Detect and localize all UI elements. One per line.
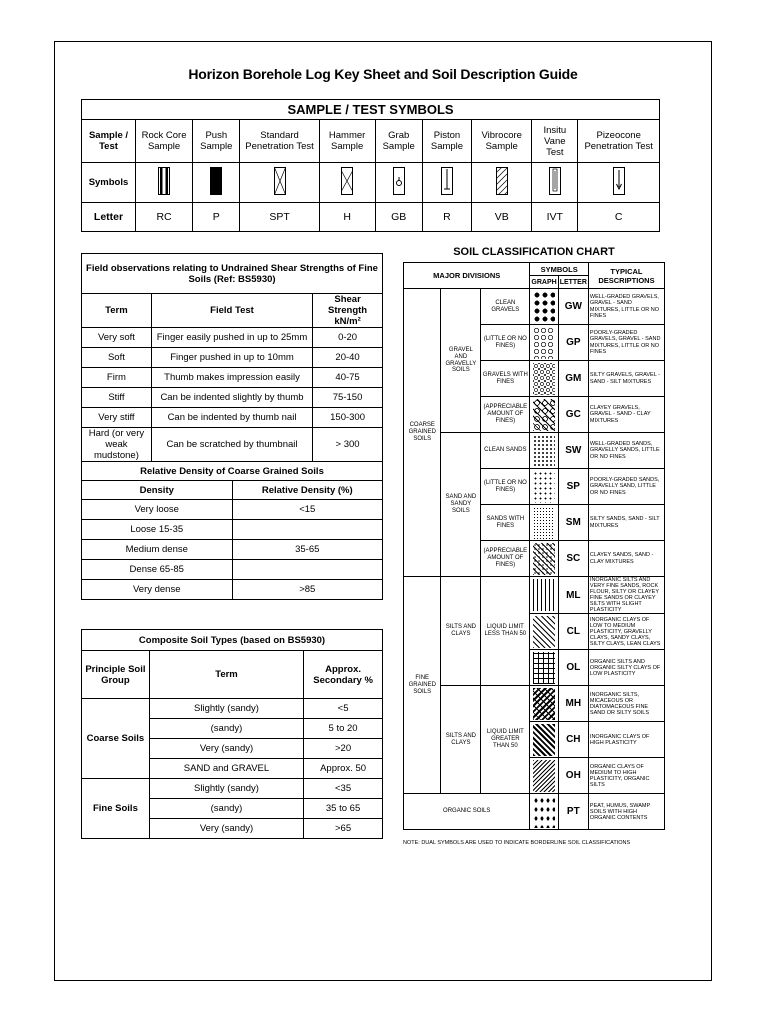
oh-description: ORGANIC CLAYS OF MEDIUM TO HIGH PLASTICITY, ORGANIC SILTS: [588, 758, 664, 794]
row-label-type: Sample / Test: [82, 120, 136, 163]
col-grab: Grab Sample: [375, 120, 422, 163]
table-row: [82, 408, 383, 428]
gm-graph-pattern: [530, 361, 558, 397]
appreciable-fines-label: (APPRECIABLE AMOUNT OF FINES): [481, 541, 530, 577]
pct-cell: <35: [304, 779, 383, 799]
term-cell: SAND and GRAVEL: [149, 759, 303, 779]
table-row: [82, 500, 383, 520]
silts-clays-low-label: SILTS AND CLAYS: [441, 577, 481, 686]
cl-graph-pattern: [530, 614, 558, 650]
grab-icon: [375, 163, 422, 203]
liquid-limit-less-label: LIQUID LIMIT LESS THAN 50: [481, 577, 530, 686]
term-cell: Very (sandy): [149, 819, 303, 839]
letter-vb: VB: [472, 203, 532, 232]
table-row: [82, 368, 383, 388]
organic-soils-label: ORGANIC SOILS: [404, 794, 530, 830]
letter-h: H: [319, 203, 375, 232]
density-heading: Relative Density of Coarse Grained Soils: [82, 462, 383, 481]
field-observations-table: [81, 253, 383, 600]
gw-description: WELL-GRADED GRAVELS, GRAVEL - SAND MIXTURES, LITTLE OR NO FINES: [588, 289, 664, 325]
silts-clays-high-label: SILTS AND CLAYS: [441, 686, 481, 794]
col-pizeocone: Pizeocone Penetration Test: [578, 120, 660, 163]
letter-p: P: [193, 203, 240, 232]
strength-cell: 20-40: [313, 348, 383, 368]
piston-icon: [422, 163, 471, 203]
oh-graph-pattern: [530, 758, 558, 794]
col-rock-core: Rock Core Sample: [136, 120, 193, 163]
ch-letter: CH: [558, 722, 588, 758]
col-push: Push Sample: [193, 120, 240, 163]
gravels-fines-label: GRAVELS WITH FINES: [481, 361, 530, 397]
gp-letter: GP: [558, 325, 588, 361]
mh-description: INORGANIC SILTS, MICACEOUS OR DIATOMACEOUS FINE SAND OR SILTY SOILS: [588, 686, 664, 722]
pct-cell: 5 to 20: [304, 719, 383, 739]
clean-sands-label: CLEAN SANDS: [481, 433, 530, 469]
sample-test-heading: SAMPLE / TEST SYMBOLS: [82, 100, 660, 120]
col-symbols: SYMBOLS: [530, 263, 589, 276]
pct-cell: <5: [304, 699, 383, 719]
letter-r: R: [422, 203, 471, 232]
key-sheet-page: [54, 41, 712, 981]
vibrocore-hatched-icon: [472, 163, 532, 203]
test-cell: Can be indented by thumb nail: [151, 408, 312, 428]
sands-fines-label: SANDS WITH FINES: [481, 505, 530, 541]
test-cell: Thumb makes impression easily: [151, 368, 312, 388]
gw-graph-pattern: [530, 289, 558, 325]
cone-arrow-icon: [578, 163, 660, 203]
group-fine-soils: Fine Soils: [82, 779, 150, 839]
term-cell: Soft: [82, 348, 152, 368]
gm-letter: GM: [558, 361, 588, 397]
term-cell: (sandy): [149, 799, 303, 819]
col-relative-density: Relative Density (%): [232, 481, 383, 500]
test-cell: Finger pushed in up to 10mm: [151, 348, 312, 368]
col-shear-strength: Shear Strength kN/m²: [313, 294, 383, 328]
term-cell: Firm: [82, 368, 152, 388]
pct-cell: 35 to 65: [304, 799, 383, 819]
table-row: [82, 560, 383, 580]
sw-description: WELL-GRADED SANDS, GRAVELLY SANDS, LITTLE OR NO FINES: [588, 433, 664, 469]
gp-graph-pattern: [530, 325, 558, 361]
col-insitu-vane: Insitu Vane Test: [532, 120, 578, 163]
col-density: Density: [82, 481, 233, 500]
term-cell: Stiff: [82, 388, 152, 408]
cl-letter: CL: [558, 614, 588, 650]
col-typical-descriptions: TYPICAL DESCRIPTIONS: [588, 263, 664, 289]
col-spt: Standard Penetration Test: [240, 120, 319, 163]
table-row: [82, 348, 383, 368]
col-term: Term: [149, 651, 303, 699]
sc-graph-pattern: [530, 541, 558, 577]
sc-letter: SC: [558, 541, 588, 577]
density-cell: Very dense: [82, 580, 233, 600]
composite-soil-table: [81, 629, 383, 839]
little-fines-label: (LITTLE OR NO FINES): [481, 469, 530, 505]
soil-chart-title: SOIL CLASSIFICATION CHART: [453, 246, 615, 258]
appreciable-fines-label: (APPRECIABLE AMOUNT OF FINES): [481, 397, 530, 433]
mh-graph-pattern: [530, 686, 558, 722]
group-coarse-soils: Coarse Soils: [82, 699, 150, 779]
table-row: [82, 699, 383, 719]
letter-ivt: IVT: [532, 203, 578, 232]
col-field-test: Field Test: [151, 294, 312, 328]
dual-symbols-note: NOTE: DUAL SYMBOLS ARE USED TO INDICATE BORDERLINE SOIL CLASSIFICATIONS: [403, 840, 631, 846]
col-approx-secondary: Approx. Secondary %: [304, 651, 383, 699]
sample-test-table: [81, 99, 660, 232]
sm-description: SILTY SANDS, SAND - SILT MIXTURES: [588, 505, 664, 541]
sc-description: CLAYEY SANDS, SAND - CLAY MIXTURES: [588, 541, 664, 577]
little-fines-label: (LITTLE OR NO FINES): [481, 325, 530, 361]
gc-description: CLAYEY GRAVELS, GRAVEL - SAND - CLAY MIXTURES: [588, 397, 664, 433]
pt-letter: PT: [558, 794, 588, 830]
field-obs-heading: Field observations relating to Undrained Shear Strengths of Fine Soils (Ref: BS5930): [82, 254, 383, 294]
cl-description: INORGANIC CLAYS OF LOW TO MEDIUM PLASTICITY, GRAVELLY CLAYS, SANDY CLAYS, SILTY CLAYS, LEAN CLAYS: [588, 614, 664, 650]
rel-cell: [232, 560, 383, 580]
table-row: [82, 520, 383, 540]
table-row: [82, 388, 383, 408]
letter-rc: RC: [136, 203, 193, 232]
term-cell: Slightly (sandy): [149, 699, 303, 719]
table-row: [82, 540, 383, 560]
col-piston: Piston Sample: [422, 120, 471, 163]
col-letter: LETTER: [558, 276, 588, 289]
pct-cell: >20: [304, 739, 383, 759]
letter-gb: GB: [375, 203, 422, 232]
row-label-letter: Letter: [82, 203, 136, 232]
gw-letter: GW: [558, 289, 588, 325]
table-row: [82, 328, 383, 348]
strength-cell: 40-75: [313, 368, 383, 388]
spt-cross-icon: [240, 163, 319, 203]
ol-graph-pattern: [530, 650, 558, 686]
gc-graph-pattern: [530, 397, 558, 433]
test-cell: Can be scratched by thumbnail: [151, 428, 312, 462]
sm-graph-pattern: [530, 505, 558, 541]
term-cell: Very stiff: [82, 408, 152, 428]
clean-gravels-label: CLEAN GRAVELS: [481, 289, 530, 325]
sand-label: SAND AND SANDY SOILS: [441, 433, 481, 577]
composite-heading: Composite Soil Types (based on BS5930): [82, 630, 383, 651]
term-cell: (sandy): [149, 719, 303, 739]
letter-c: C: [578, 203, 660, 232]
page-title: Horizon Borehole Log Key Sheet and Soil Description Guide: [188, 66, 578, 82]
ml-graph-pattern: [530, 577, 558, 614]
table-row: [82, 580, 383, 600]
rc-double-bar-icon: [136, 163, 193, 203]
strength-cell: 75-150: [313, 388, 383, 408]
col-principle-group: Principle Soil Group: [82, 651, 150, 699]
sp-description: POORLY-GRADED SANDS, GRAVELLY SAND, LITTLE OR NO FINES: [588, 469, 664, 505]
density-cell: Medium dense: [82, 540, 233, 560]
liquid-limit-greater-label: LIQUID LIMIT GREATER THAN 50: [481, 686, 530, 794]
pct-cell: Approx. 50: [304, 759, 383, 779]
sw-letter: SW: [558, 433, 588, 469]
strength-cell: > 300: [313, 428, 383, 462]
ml-letter: ML: [558, 577, 588, 614]
strength-cell: 150-300: [313, 408, 383, 428]
row-label-symbols: Symbols: [82, 163, 136, 203]
push-filled-bar-icon: [193, 163, 240, 203]
vane-icon: [532, 163, 578, 203]
ch-graph-pattern: [530, 722, 558, 758]
col-term: Term: [82, 294, 152, 328]
rel-cell: >85: [232, 580, 383, 600]
sw-graph-pattern: [530, 433, 558, 469]
sp-graph-pattern: [530, 469, 558, 505]
gp-description: POORLY-GRADED GRAVELS, GRAVEL - SAND MIXTURES, LITTLE OR NO FINES: [588, 325, 664, 361]
density-cell: Loose 15-35: [82, 520, 233, 540]
table-row: [82, 779, 383, 799]
rel-cell: 35-65: [232, 540, 383, 560]
mh-letter: MH: [558, 686, 588, 722]
ml-description: INORGANIC SILTS AND VERY FINE SANDS, ROCK FLOUR, SILTY OR CLAYEY FINE SANDS OR CLAYEY SILTS WITH SLIGHT PLASTICITY: [588, 577, 664, 614]
col-major-divisions: MAJOR DIVISIONS: [404, 263, 530, 289]
test-cell: Can be indented slightly by thumb: [151, 388, 312, 408]
rel-cell: [232, 520, 383, 540]
strength-cell: 0-20: [313, 328, 383, 348]
sp-letter: SP: [558, 469, 588, 505]
col-hammer: Hammer Sample: [319, 120, 375, 163]
col-vibrocore: Vibrocore Sample: [472, 120, 532, 163]
pt-description: PEAT, HUMUS, SWAMP SOILS WITH HIGH ORGANIC CONTENTS: [588, 794, 664, 830]
gc-letter: GC: [558, 397, 588, 433]
gm-description: SILTY GRAVELS, GRAVEL - SAND - SILT MIXTURES: [588, 361, 664, 397]
col-graph: GRAPH: [530, 276, 558, 289]
coarse-grained-label: COARSE GRAINED SOILS: [404, 289, 441, 577]
soil-classification-table: [403, 262, 665, 830]
ol-letter: OL: [558, 650, 588, 686]
gravel-label: GRAVEL AND GRAVELLY SOILS: [441, 289, 481, 433]
rel-cell: <15: [232, 500, 383, 520]
sm-letter: SM: [558, 505, 588, 541]
oh-letter: OH: [558, 758, 588, 794]
table-row: [82, 428, 383, 462]
density-cell: Very loose: [82, 500, 233, 520]
ol-description: ORGANIC SILTS AND ORGANIC SILTY CLAYS OF LOW PLASTICITY: [588, 650, 664, 686]
letter-spt: SPT: [240, 203, 319, 232]
pct-cell: >65: [304, 819, 383, 839]
pt-graph-pattern: [530, 794, 558, 830]
term-cell: Hard (or very weak mudstone): [82, 428, 152, 462]
test-cell: Finger easily pushed in up to 25mm: [151, 328, 312, 348]
hammer-cross-icon: [319, 163, 375, 203]
term-cell: Slightly (sandy): [149, 779, 303, 799]
fine-grained-label: FINE GRAINED SOILS: [404, 577, 441, 794]
ch-description: INORGANIC CLAYS OF HIGH PLASTICITY: [588, 722, 664, 758]
density-cell: Dense 65-85: [82, 560, 233, 580]
term-cell: Very (sandy): [149, 739, 303, 759]
term-cell: Very soft: [82, 328, 152, 348]
